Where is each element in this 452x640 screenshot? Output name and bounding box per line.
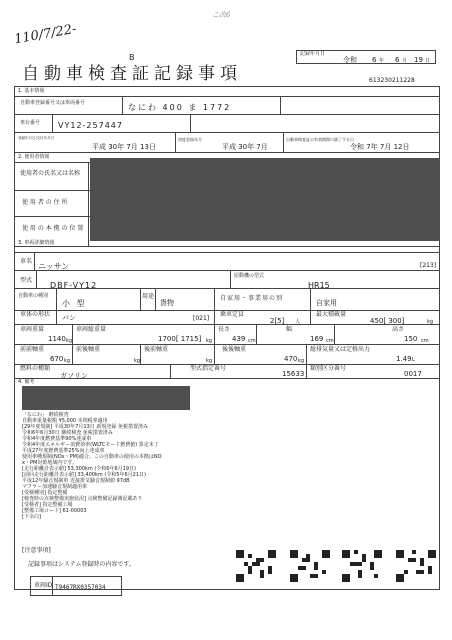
user-name-label: 使用者の氏名又は名称 <box>20 170 81 177</box>
vehicle-weight-value: 1140 <box>48 335 66 343</box>
user-address-label: 使 用 者 の 住 所 <box>22 199 68 206</box>
remark-line: マフラー加速騒音規制適用車 <box>22 484 88 490</box>
length-label: 長さ <box>218 326 231 333</box>
expiry-label: 自動車検査証の有効期間の満了する日 <box>286 137 354 142</box>
qr-code-icon <box>342 550 382 582</box>
remark-line: [受検種別] 指定整備 <box>22 490 68 496</box>
vehicle-id-label: 車両ID <box>34 582 53 589</box>
handwritten-corner-note: こ改6 <box>212 11 231 19</box>
private-business-label: 自家用・事業用の別 <box>220 295 284 302</box>
max-load-value: 450[ 300] <box>370 317 405 325</box>
remark-line: 令和4年度エネルギー消費効率(WLTCモード燃費値) 算定未了 <box>22 442 159 448</box>
month-unit: 月 <box>402 58 408 64</box>
base-location-label: 使 用 の 本 拠 の 位 置 <box>22 225 84 232</box>
rear-rear-axle-label: 後後軸重 <box>222 346 247 353</box>
vehicle-kind-label: 自動車の種別 <box>18 293 49 299</box>
displacement-value: 1.49 <box>396 355 412 363</box>
capacity-unit: 人 <box>295 319 301 325</box>
remark-line: [下余白] <box>22 514 41 520</box>
front-front-axle-value: 670 <box>50 355 64 363</box>
record-date-day: 19 <box>414 56 423 64</box>
gross-weight-value: 1700[ 1715] <box>158 335 202 343</box>
first-year-label: 初度登録年月 <box>178 137 202 142</box>
model-label: 型式 <box>20 277 33 284</box>
rear-rear-axle-value: 470 <box>284 355 298 363</box>
front-rear-axle-unit: kg <box>134 358 141 364</box>
use-label: 用途 <box>142 293 155 300</box>
vehicle-kind-value: 小 型 <box>62 299 87 308</box>
day-unit: 日 <box>425 58 431 64</box>
max-load-label: 最大積載量 <box>316 311 347 318</box>
document-number: 613230211228 <box>369 77 415 84</box>
front-front-axle-label: 前前軸重 <box>20 346 45 353</box>
remark-line: [前回走行距離計表示値] 33,400km (令和5年6月21日) <box>22 472 146 478</box>
front-rear-axle-label: 前後軸重 <box>76 346 101 353</box>
height-value: 150 <box>404 335 418 343</box>
rear-rear-axle-unit: kg <box>298 358 305 364</box>
remark-line: 平成12年騒音規制車 近接排気騒音規制値 97dB <box>22 478 130 484</box>
fuel-label: 燃料の種類 <box>20 365 51 372</box>
handwritten-mark-b: B <box>129 53 135 62</box>
capacity-value: 2[5] <box>270 317 285 325</box>
engine-label: 原動機の型式 <box>234 273 265 279</box>
class-number-value: 0017 <box>404 370 422 378</box>
width-label: 幅 <box>286 326 293 333</box>
width-value: 169 <box>310 335 324 343</box>
fuel-value: ガソリン <box>60 372 88 380</box>
record-date-year: 6 <box>372 56 377 64</box>
body-shape-value: バン <box>62 314 76 322</box>
redacted-remarks-header <box>22 386 190 410</box>
record-date-label: 記録年月日 <box>300 51 326 57</box>
page-title: 自動車検査証記録事項 <box>22 64 242 84</box>
displacement-label: 総排気量又は定格出力 <box>310 346 371 353</box>
remark-line: 使用車種規制(NOx・PM)適合。この自動車の使用の本拠はNO <box>22 454 162 460</box>
remarks-list <box>22 412 262 520</box>
qr-code-icon <box>396 550 436 582</box>
first-reg-value: 平成 30年 7月 13日 <box>92 143 156 151</box>
vehicle-weight-unit: kg <box>66 338 73 344</box>
notice-label: [注意事項] <box>22 547 51 554</box>
remark-line: x・PM対策地域内です。 <box>22 460 77 466</box>
vehicle-id-value: T9467RX0357034 <box>55 584 106 591</box>
height-unit: cm <box>421 338 429 344</box>
remark-line: 自動車重量税額 ¥5,000 本則税率適用 <box>22 418 108 424</box>
gross-weight-label: 車両総重量 <box>76 326 107 333</box>
reg-number-value: なにわ 400 ま 1772 <box>128 103 232 112</box>
reg-number-label: 自動車登録番号又は車両番号 <box>20 100 86 106</box>
year-unit: 年 <box>379 58 385 64</box>
qr-code-icon <box>290 550 330 582</box>
chassis-value: VY12-257447 <box>58 121 123 130</box>
make-value: ニッサン <box>38 262 70 271</box>
displacement-unit: L <box>412 357 415 363</box>
body-shape-code: [021] <box>193 315 210 322</box>
height-label: 高さ <box>392 326 405 333</box>
section2-heading: 2. 使用者情報 <box>18 154 50 160</box>
length-unit: cm <box>248 338 256 344</box>
make-code: [213] <box>420 262 437 269</box>
remark-line: [整備工場コード] 61-00003 <box>22 508 87 514</box>
record-date-month: 6 <box>395 56 400 64</box>
remark-line: [走行距離計表示値] 53,300km (令和6年6月19日) <box>22 466 136 472</box>
front-front-axle-unit: kg <box>64 358 71 364</box>
section4-heading: 4. 備考 <box>18 379 35 385</box>
handwritten-date-note: 110/7/22- <box>13 21 78 48</box>
gross-weight-unit: kg <box>206 338 213 344</box>
remark-line: 平成27年度燃費基準25%向上達成車 <box>22 448 105 454</box>
capacity-label: 乗車定員 <box>220 311 245 318</box>
remark-line: [29年度規制] 平成30年7月13日 新規登録 免税措置済み <box>22 424 148 430</box>
section1-heading: 1. 基本情報 <box>18 88 45 94</box>
remark-line: 令和6年6月30日 継続検査 免税措置済み <box>22 430 113 436</box>
rear-front-axle-label: 後前軸重 <box>144 346 169 353</box>
type-number-value: 15633 <box>282 370 305 378</box>
redacted-user-info <box>90 158 440 241</box>
use-value: 貨物 <box>160 299 174 307</box>
remark-line: [検査時の点検整備実施状況] 点検整備記録簿記載あり <box>22 496 143 502</box>
body-shape-label: 車体の形状 <box>20 311 51 318</box>
vehicle-weight-label: 車両重量 <box>20 326 45 333</box>
type-number-label: 型式指定番号 <box>190 365 227 372</box>
class-number-label: 類別区分番号 <box>310 365 347 372</box>
notice-text: 記録事項はシステム登録時の内容です。 <box>28 561 135 568</box>
make-label: 車名 <box>20 258 33 265</box>
remark-line: [受検者] 指定整備工場 <box>22 502 73 508</box>
qr-code-icon <box>236 550 276 582</box>
section3-heading: 3. 車両詳細情報 <box>18 240 55 246</box>
remark-line: 「なにわ」 継続検査 <box>22 412 69 418</box>
width-unit: cm <box>326 338 334 344</box>
chassis-label: 車台番号 <box>20 120 41 126</box>
first-reg-label: 登録年月日/交付年月日 <box>18 136 55 140</box>
record-date-era: 令和 <box>343 56 357 64</box>
engine-value: HR15 <box>308 281 330 290</box>
expiry-value: 令和 7年 7月 12日 <box>350 143 410 151</box>
max-load-unit: kg <box>427 319 434 325</box>
private-business-value: 自家用 <box>316 299 337 307</box>
rear-front-axle-unit: kg <box>206 358 213 364</box>
first-year-value: 平成 30年 7月 <box>222 143 268 151</box>
model-value: DBF-VY12 <box>50 281 98 290</box>
length-value: 439 <box>232 335 246 343</box>
remark-line: 令和4年度燃費基準90%達成車 <box>22 436 92 442</box>
